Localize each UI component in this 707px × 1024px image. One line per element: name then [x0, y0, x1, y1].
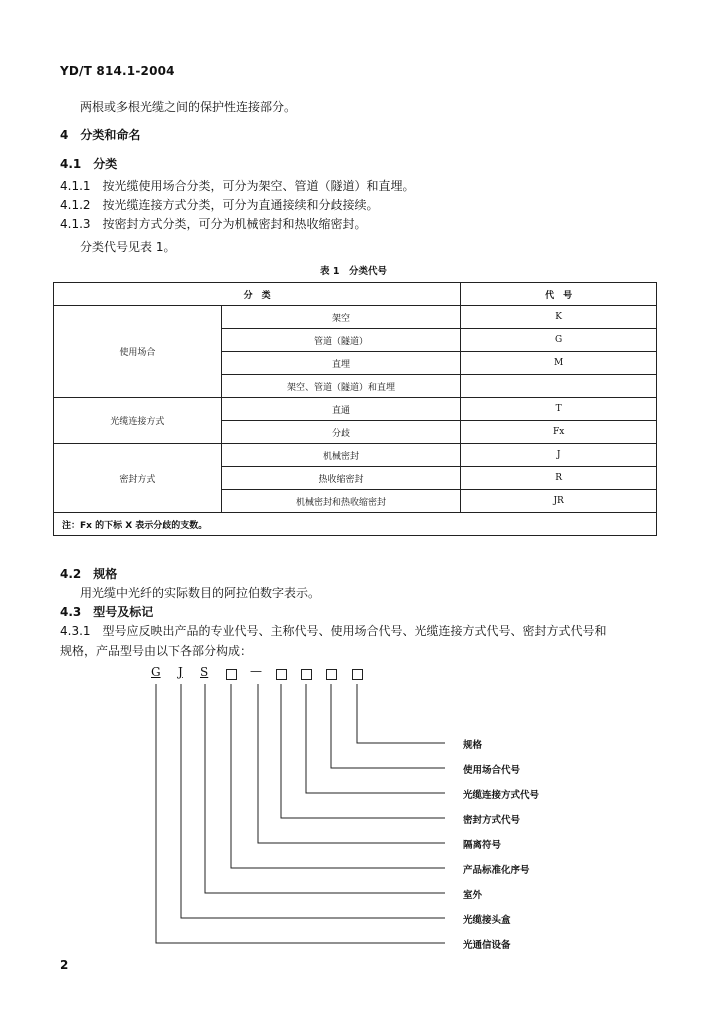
label-usage-code: 使用场合代号: [463, 765, 521, 776]
clause-4-1-3: 4.1.3 按密封方式分类，可分为机械密封和热收缩密封。: [60, 217, 367, 231]
row-label: 直通: [221, 398, 461, 421]
row-code: Fx: [461, 421, 657, 444]
clause-4-3-1-line1: 4.3.1 型号应反映出产品的专业代号、主称代号、使用场合代号、光缆连接方式代号、密封方式代号和: [60, 624, 607, 638]
row-code: JR: [461, 490, 657, 513]
row-label: 机械密封和热收缩密封: [221, 490, 461, 513]
section-4-1-title: 4.1 分类: [60, 157, 118, 171]
section-4-title: 4 分类和命名: [60, 128, 141, 142]
row-label: 机械密封: [221, 444, 461, 467]
row-label: 架空、管道（隧道）和直埋: [221, 375, 461, 398]
header-code: 代 号: [461, 283, 657, 306]
label-equipment: 光通信设备: [463, 940, 511, 951]
row-label: 管道（隧道）: [221, 329, 461, 352]
row-code: K: [461, 306, 657, 329]
row-label: 直埋: [221, 352, 461, 375]
table-note: 注：Fx 的下标 X 表示分歧的支数。: [54, 513, 657, 536]
clause-4-1-2: 4.1.2 按光缆连接方式分类，可分为直通接续和分歧接续。: [60, 198, 379, 212]
group-sealing: 密封方式: [54, 444, 222, 513]
row-label: 分歧: [221, 421, 461, 444]
label-standard-serial: 产品标准化序号: [463, 865, 530, 876]
separator-dash: —: [250, 664, 262, 678]
row-code: M: [461, 352, 657, 375]
letter-g: G: [151, 665, 161, 679]
section-4-2-text: 用光缆中光纤的实际数目的阿拉伯数字表示。: [80, 586, 321, 600]
row-label: 热收缩密封: [221, 467, 461, 490]
section-4-2-title: 4.2 规格: [60, 567, 118, 581]
label-sealing-code: 密封方式代号: [463, 815, 521, 826]
section-4-3-title: 4.3 型号及标记: [60, 605, 154, 619]
label-outdoor: 室外: [463, 890, 483, 901]
letter-s: S: [200, 665, 209, 679]
definition-text: 两根或多根光缆之间的保护性连接部分。: [80, 100, 297, 114]
header-classification: 分 类: [54, 283, 461, 306]
clause-4-1-1: 4.1.1 按光缆使用场合分类，可分为架空、管道（隧道）和直埋。: [60, 179, 415, 193]
table-caption: 表 1 分类代号: [320, 266, 387, 277]
label-separator: 隔离符号: [463, 840, 502, 851]
standard-number: YD/T 814.1-2004: [60, 64, 175, 78]
row-code: J: [461, 444, 657, 467]
group-usage: 使用场合: [54, 306, 222, 398]
label-connection-code: 光缆连接方式代号: [463, 790, 540, 801]
letter-j: J: [178, 665, 183, 679]
row-code: T: [461, 398, 657, 421]
row-code: G: [461, 329, 657, 352]
group-connection: 光缆连接方式: [54, 398, 222, 444]
table-reference: 分类代号见表 1。: [80, 240, 176, 254]
row-label: 架空: [221, 306, 461, 329]
page-number: 2: [60, 958, 69, 972]
clause-4-3-1-line2: 规格，产品型号由以下各部分构成：: [60, 644, 253, 658]
label-closure: 光缆接头盒: [463, 915, 511, 926]
label-specification: 规格: [463, 740, 483, 751]
row-code: R: [461, 467, 657, 490]
